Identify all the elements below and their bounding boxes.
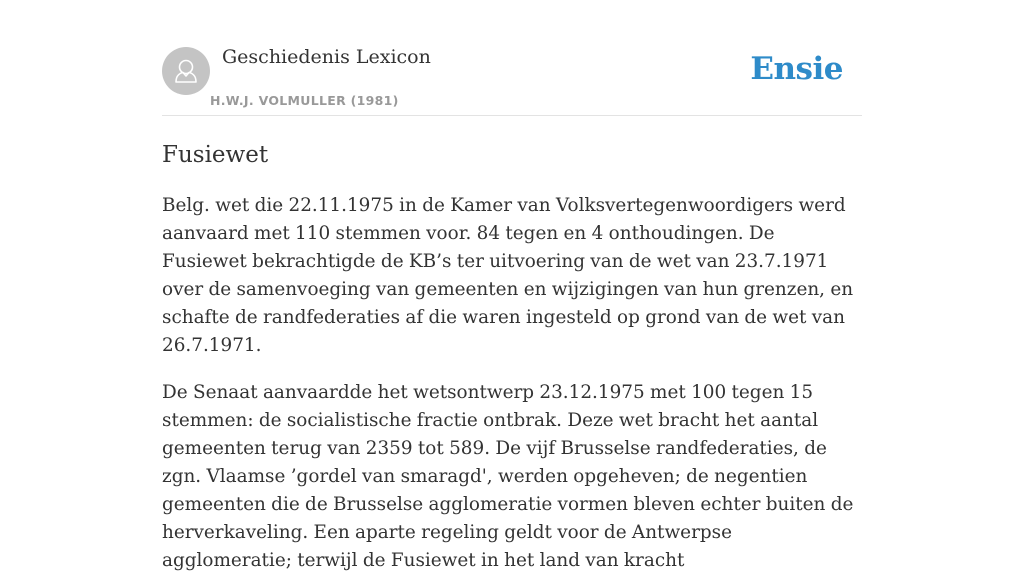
article-paragraph: De Senaat aanvaardde het wetsontwerp 23.12.1975 met 100 tegen 15 stemmen: de socialistische fractie ontbrak. Deze wet bracht het aantal gemeenten terug van 2359 tot 589. De vijf Brusselse randfederaties, de zgn. Vlaamse ’gordel van smaragd', werden opgeheven; de negentien gemeenten die de Brusselse agglomeratie vormen bleven echter buiten de herverkaveling. Een aparte regeling geldt voor de Antwerpse agglomeratie; terwijl de Fusiewet in het land van kracht	[162, 382, 854, 571]
article-paragraph: Belg. wet die 22.11.1975 in de Kamer van Volksvertegenwoordigers werd aanvaard met 110 stemmen voor. 84 tegen en 4 onthoudingen. De Fusiewet bekrachtigde de KB’s ter uitvoering van de wet van 23.7.1971 over de samenvoeging van gemeenten en wijzigingen van hun grenzen, en schafte de randfederaties af die waren ingesteld op grond van de wet van 26.7.1971.	[162, 195, 854, 356]
article-title: Fusiewet	[162, 142, 269, 168]
page-container	[162, 0, 862, 575]
ensie-logo[interactable]: Ensie	[750, 51, 843, 87]
author-avatar[interactable]	[162, 47, 210, 95]
article-header	[162, 0, 862, 116]
author-name[interactable]: H.W.J. VOLMULLER (1981)	[210, 93, 399, 108]
user-icon	[162, 47, 210, 95]
site-title[interactable]: Geschiedenis Lexicon	[222, 46, 431, 68]
